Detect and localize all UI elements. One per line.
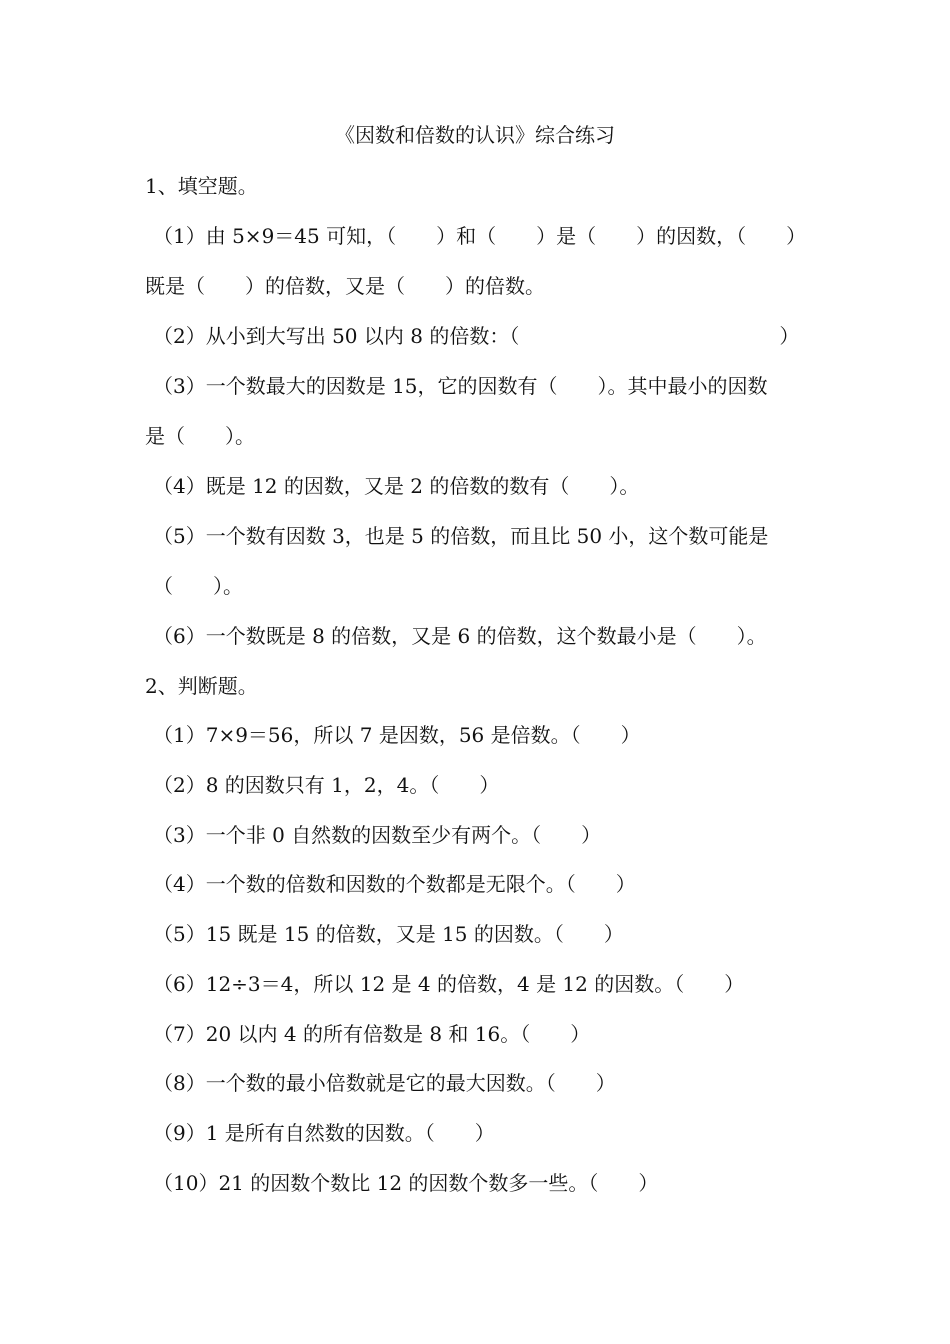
- fill-question-3-line-2: 是（ ）。: [145, 424, 255, 448]
- judgment-item: （5）15 既是 15 的倍数，又是 15 的因数。（ ）: [153, 922, 624, 946]
- fill-question-4: （4）既是 12 的因数，又是 2 的倍数的数有（ ）。: [153, 474, 640, 498]
- judgment-item: （10）21 的因数个数比 12 的因数个数多一些。（ ）: [153, 1171, 659, 1195]
- judgment-item: （2）8 的因数只有 1，2，4。（ ）: [153, 773, 500, 797]
- judgment-item: （1）7×9＝56，所以 7 是因数，56 是倍数。（ ）: [153, 723, 641, 747]
- section-fill-blank-heading: 1、填空题。: [145, 174, 258, 198]
- section-judgment-heading: 2、判断题。: [145, 674, 258, 698]
- judgment-item: （4）一个数的倍数和因数的个数都是无限个。（ ）: [153, 872, 636, 896]
- fill-question-1-line-2: 既是（ ）的倍数，又是（ ）的倍数。: [145, 274, 545, 298]
- judgment-item: （3）一个非 0 自然数的因数至少有两个。（ ）: [153, 823, 602, 847]
- fill-question-1-line-1: （1）由 5×9＝45 可知，（ ）和（ ）是（ ）的因数，（ ）: [153, 224, 807, 248]
- fill-question-3-line-1: （3）一个数最大的因数是 15，它的因数有（ ）。其中最小的因数: [153, 374, 768, 398]
- fill-question-2: （2）从小到大写出 50 以内 8 的倍数：（ ）: [153, 324, 800, 348]
- fill-question-6: （6）一个数既是 8 的倍数，又是 6 的倍数，这个数最小是（ ）。: [153, 624, 767, 648]
- judgment-item: （6）12÷3＝4，所以 12 是 4 的倍数，4 是 12 的因数。（ ）: [153, 972, 745, 996]
- judgment-item: （7）20 以内 4 的所有倍数是 8 和 16。（ ）: [153, 1022, 591, 1046]
- fill-question-5-line-1: （5）一个数有因数 3，也是 5 的倍数，而且比 50 小，这个数可能是: [153, 524, 769, 548]
- page-title: 《因数和倍数的认识》综合练习: [335, 123, 615, 147]
- judgment-item: （8）一个数的最小倍数就是它的最大因数。（ ）: [153, 1071, 616, 1095]
- judgment-item: （9）1 是所有自然数的因数。（ ）: [153, 1121, 495, 1145]
- fill-question-5-line-2: （ ）。: [153, 574, 243, 598]
